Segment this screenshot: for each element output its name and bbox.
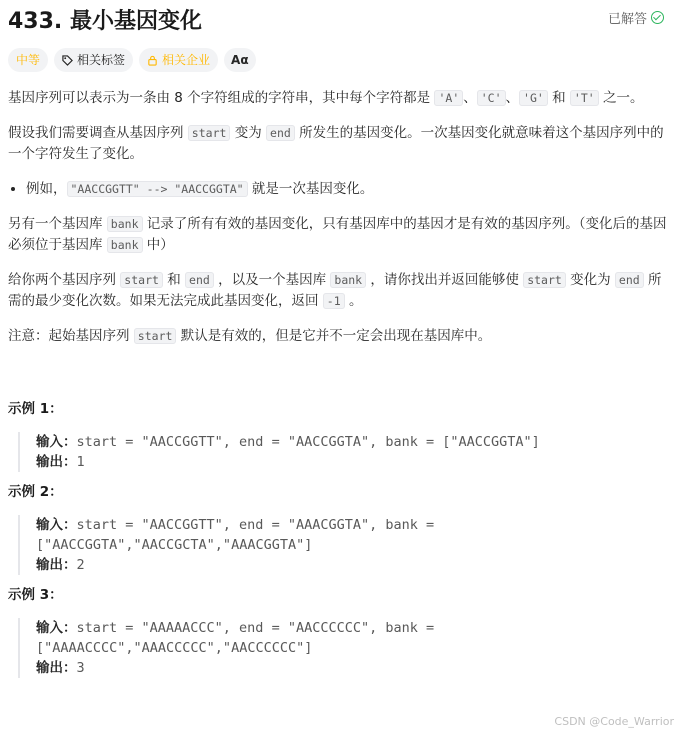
inline-code: 'A' — [434, 90, 463, 106]
example-input: start = "AACCGGTT", end = "AAACGGTA", bank = — [76, 517, 435, 533]
companies-tag-button[interactable] — [139, 48, 218, 72]
inline-code: bank — [330, 272, 366, 288]
inline-code: start — [134, 328, 177, 344]
text: 注意：起始基因序列 — [8, 328, 134, 344]
paragraph-4 — [8, 270, 668, 312]
inline-code: start — [188, 125, 231, 141]
example-input-continued: ["AAAACCCC","AAACCCCC","AACCCCCC"] — [36, 640, 313, 656]
solved-label: 已解答 — [607, 12, 647, 27]
input-label: 输入： — [36, 517, 77, 533]
text: 默认是有效的，但是它并不一定会出现在基因库中。 — [176, 328, 492, 344]
text: 。 — [344, 293, 363, 309]
list-item — [26, 179, 668, 200]
solved-status — [608, 8, 664, 27]
text: 变化为 — [565, 272, 615, 288]
text: 基因序列可以表示为一条由 8 个字符组成的字符串，其中每个字符都是 — [8, 90, 435, 106]
example-block — [18, 618, 668, 678]
inline-code: end — [266, 125, 295, 141]
text: 记录了所有有效的基因变化，只有基因库中的基因才是有效的基因序列。（变化后的基因必须位于基因库 — [8, 216, 667, 253]
inline-code: "AACCGGTT" --> "AACCGGTA" — [67, 181, 248, 197]
text: ，请你找出并返回能够使 — [366, 272, 524, 288]
watermark: CSDN @Code_Warrior — [554, 715, 674, 728]
paragraph-2 — [8, 123, 668, 165]
inline-code: end — [615, 272, 644, 288]
input-label: 输入： — [36, 620, 77, 636]
text: 所发生的基因变化。一次基因变化就意味着这个基因序列中的一个字符发生了变化。 — [8, 125, 664, 162]
input-label: 输入： — [36, 434, 77, 450]
text: 另有一个基因库 — [8, 216, 107, 232]
check-circle-icon — [651, 11, 664, 24]
inline-code: -1 — [323, 293, 345, 309]
text: 给你两个基因序列 — [8, 272, 121, 288]
problem-description — [8, 88, 668, 678]
inline-code: start — [523, 272, 566, 288]
text: ，以及一个基因库 — [213, 272, 331, 288]
example-output: 2 — [76, 557, 85, 573]
text: 例如， — [26, 181, 67, 197]
text: 变为 — [230, 125, 267, 141]
example-input: start = "AACCGGTT", end = "AACCGGTA", bank = ["AACCGGTA"] — [76, 434, 540, 450]
example-input: start = "AAAAACCC", end = "AACCCCCC", bank = — [76, 620, 435, 636]
text: 假设我们需要调查从基因序列 — [8, 125, 188, 141]
text: 和 — [162, 272, 186, 288]
example-2 — [8, 482, 668, 575]
paragraph-3 — [8, 214, 668, 256]
output-label: 输出： — [36, 660, 77, 676]
text: 、 — [463, 90, 477, 106]
inline-code: start — [120, 272, 163, 288]
lock-icon — [147, 55, 158, 66]
example-block — [18, 432, 668, 472]
text: 所需的最少变化次数。如果无法完成此基因变化，返回 — [8, 272, 662, 309]
companies-tag-label: 相关企业 — [162, 53, 211, 67]
paragraph-1 — [8, 88, 668, 109]
inline-code: bank — [107, 237, 143, 253]
inline-code: end — [185, 272, 214, 288]
text: 、 — [505, 90, 520, 106]
text: 之一。 — [598, 90, 644, 106]
example-title: 示例 2： — [8, 484, 63, 500]
inline-code: 'G' — [519, 90, 548, 106]
inline-code: 'T' — [570, 90, 599, 106]
example-output: 3 — [76, 660, 85, 676]
inline-code: 'C' — [477, 90, 506, 106]
font-size-button[interactable]: Aα — [224, 48, 256, 72]
tag-icon — [62, 55, 73, 66]
example-input-continued: ["AACCGGTA","AACCGCTA","AAACGGTA"] — [36, 537, 313, 553]
example-title: 示例 1： — [8, 401, 63, 417]
output-label: 输出： — [36, 557, 77, 573]
paragraph-5 — [8, 326, 668, 347]
topics-tag-label: 相关标签 — [77, 53, 126, 67]
output-label: 输出： — [36, 454, 77, 470]
example-title: 示例 3： — [8, 587, 63, 603]
example-3 — [8, 585, 668, 678]
text: 和 — [547, 90, 570, 106]
example-output: 1 — [76, 454, 85, 470]
inline-code: bank — [107, 216, 143, 232]
example-1 — [8, 399, 668, 472]
topics-tag-button[interactable] — [54, 48, 133, 72]
text: 就是一次基因变化。 — [247, 181, 374, 197]
tag-bar — [8, 48, 256, 72]
problem-title: 433. 最小基因变化 — [8, 9, 202, 34]
example-block — [18, 515, 668, 575]
difficulty-badge: 中等 — [8, 48, 48, 72]
text: 中） — [142, 237, 174, 253]
bullet-list — [8, 179, 668, 200]
